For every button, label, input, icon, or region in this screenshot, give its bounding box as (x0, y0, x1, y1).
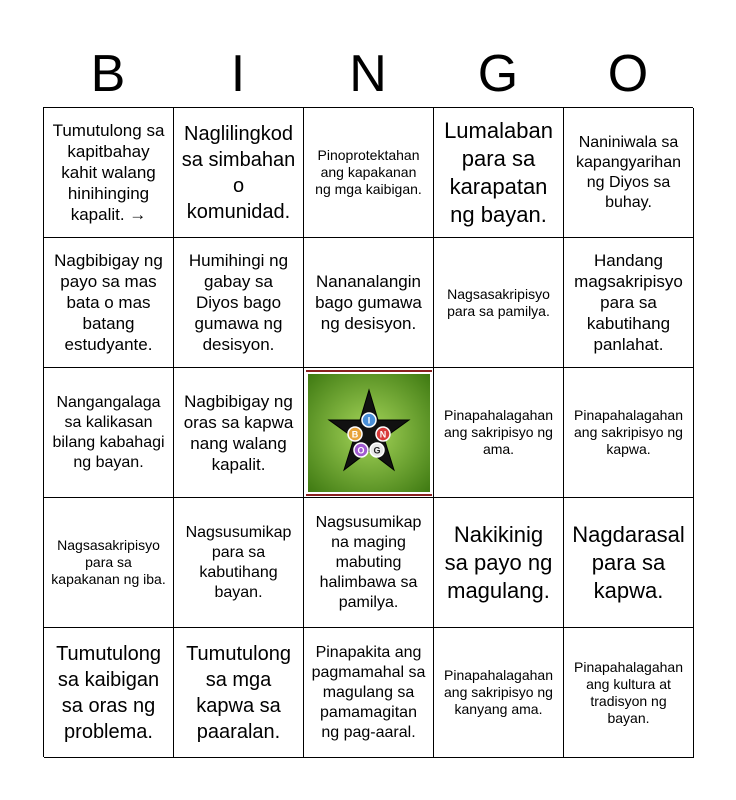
cell-text: Pinoprotektahan ang kapakanan ng mga kaibigan. (315, 147, 422, 197)
cell-text: Humihingi ng gabay sa Diyos bago gumawa ng desisyon. (188, 251, 289, 354)
cell-text: Tumutulong sa kapitbahay kahit walang hinihinging kapalit. → (52, 121, 165, 224)
cell-text: Pinapahalagahan ang kultura at tradisyon ng bayan. (574, 658, 683, 726)
cell-text: Pinapahalagahan ang sakripisyo ng kapwa. (574, 407, 683, 457)
cell-text: Nagbibigay ng oras sa kapwa nang walang kapalit. (183, 391, 294, 474)
cell-text: Nananalangin bago gumawa ng desisyon. (315, 272, 422, 333)
free-letter-n: N (379, 429, 386, 439)
bingo-cell[interactable] (174, 368, 304, 498)
free-letter-g: G (372, 445, 381, 455)
bingo-cell[interactable] (434, 368, 564, 498)
bingo-cell[interactable] (174, 498, 304, 628)
bingo-cell[interactable] (44, 238, 174, 368)
header-letter-b: B (90, 45, 126, 103)
bingo-cell[interactable] (564, 628, 694, 758)
cell-text: Nagsusumikap para sa kabutihang bayan. (185, 523, 292, 601)
header-letter-g: G (477, 45, 519, 103)
cell-text: Nagsasakripisyo para sa kapakanan ng iba. (51, 537, 166, 587)
bingo-cell[interactable] (434, 238, 564, 368)
cell-text: Nakikinig sa payo ng magulang. (444, 521, 553, 603)
bingo-cell[interactable] (434, 498, 564, 628)
cell-text: Pinapakita ang pagmamahal sa magulang sa pamamagitan ng pag-aaral. (311, 643, 426, 741)
cell-text: Pinapahalagahan ang sakripisyo ng ama. (444, 407, 553, 457)
bingo-card (43, 107, 693, 757)
bingo-cell[interactable] (304, 238, 434, 368)
bingo-cell[interactable] (44, 498, 174, 628)
bingo-cell[interactable] (564, 368, 694, 498)
cell-text: Naniniwala sa kapangyarihan ng Diyos sa buhay. (576, 133, 681, 211)
header-letter-o: O (607, 45, 649, 103)
header-letter-i: I (230, 45, 246, 103)
cell-text: Naglilingkod sa simbahan o komunidad. (181, 122, 296, 223)
header-letter-n: N (349, 45, 387, 103)
cell-text: Nangangalaga sa kalikasan bilang kabahagi ng bayan. (52, 393, 165, 471)
free-space[interactable] (304, 368, 434, 498)
bingo-cell[interactable] (434, 628, 564, 758)
bingo-cell[interactable] (304, 628, 434, 758)
cell-text: Nagsasakripisyo para sa pamilya. (447, 285, 550, 319)
bingo-star-icon (306, 370, 432, 496)
cell-text: Tumutulong sa mga kapwa sa paaralan. (186, 642, 291, 743)
cell-text: Handang magsakripisyo para sa kabutihang panlahat. (574, 251, 683, 354)
bingo-star-graphic (308, 374, 430, 492)
cell-text: Nagbibigay ng payo sa mas bata o mas batang estudyante. (54, 251, 163, 354)
cell-text: Pinapahalagahan ang sakripisyo ng kanyang ama. (444, 667, 553, 717)
bingo-cell[interactable] (44, 368, 174, 498)
bingo-cell[interactable] (434, 108, 564, 238)
bingo-cell[interactable] (304, 498, 434, 628)
cell-text: Lumalaban para sa karapatan ng bayan. (444, 117, 553, 227)
bingo-cell[interactable] (174, 108, 304, 238)
bingo-header (43, 40, 693, 108)
bingo-cell[interactable] (44, 628, 174, 758)
bingo-cell[interactable] (564, 108, 694, 238)
cell-text: Nagdarasal para sa kapwa. (572, 521, 685, 603)
bingo-cell[interactable] (564, 238, 694, 368)
free-letter-b: B (351, 429, 358, 439)
bingo-cell[interactable] (564, 498, 694, 628)
cell-text: Nagsusumikap na maging mabuting halimbawa sa pamilya. (315, 513, 422, 611)
free-letter-o: O (356, 445, 365, 455)
free-letter-i: I (367, 415, 370, 425)
bingo-cell[interactable] (304, 108, 434, 238)
cell-text: Tumutulong sa kaibigan sa oras ng problema. (56, 642, 161, 743)
bingo-cell[interactable] (44, 108, 174, 238)
bingo-cell[interactable] (174, 238, 304, 368)
bingo-cell[interactable] (174, 628, 304, 758)
